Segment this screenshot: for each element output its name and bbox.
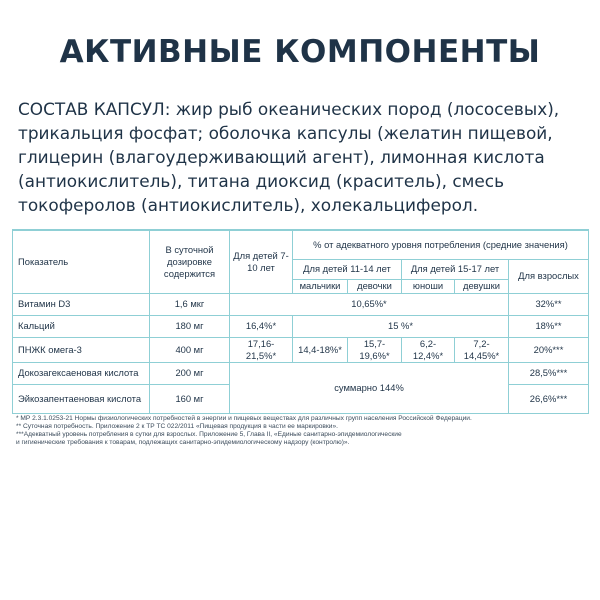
row-merged-value: 10,65%* bbox=[230, 293, 509, 315]
row-dose: 200 мг bbox=[150, 362, 230, 384]
header-children-11-14: Для детей 11-14 лет bbox=[293, 259, 402, 279]
table-row bbox=[13, 362, 589, 384]
row-name: Эйкозапентаеновая кислота bbox=[13, 384, 150, 413]
footnotes bbox=[16, 415, 586, 447]
footnote: * МР 2.3.1.0253-21 Нормы физиологических потребностей в энергии и пищевых веществах для различных групп населения Российской Федерации. bbox=[16, 415, 472, 422]
row-adults: 28,5%*** bbox=[509, 362, 589, 384]
row-youths: 6,2-12,4%* bbox=[402, 337, 455, 362]
row-dose: 180 мг bbox=[150, 315, 230, 337]
header-daily-dose: В суточной дозировке содержится bbox=[150, 230, 230, 293]
row-adults: 18%** bbox=[509, 315, 589, 337]
composition-text bbox=[18, 97, 588, 217]
row-girls-teen: 7,2-14,45%* bbox=[455, 337, 509, 362]
composition-line: трикальция фосфат; оболочка капсулы (желатин пищевой, bbox=[18, 123, 553, 143]
header-percent-adequate: % от адекватного уровня потребления (средние значения) bbox=[293, 230, 589, 259]
row-name: Витамин D3 bbox=[13, 293, 150, 315]
row-name: ПНЖК омега-3 bbox=[13, 337, 150, 362]
header-indicator: Показатель bbox=[13, 230, 150, 293]
row-boys: 14,4-18%* bbox=[293, 337, 348, 362]
row-dose: 160 мг bbox=[150, 384, 230, 413]
header-children-7-10: Для детей 7-10 лет bbox=[230, 230, 293, 293]
row-dose: 400 мг bbox=[150, 337, 230, 362]
header-girls-teen: девушки bbox=[455, 279, 509, 293]
row-adults: 32%** bbox=[509, 293, 589, 315]
table-row bbox=[13, 337, 589, 362]
row-kids: 16,4%* bbox=[230, 315, 293, 337]
row-name: Кальций bbox=[13, 315, 150, 337]
composition-line: токоферолов (антиокислитель), холекальциферол. bbox=[18, 195, 479, 215]
header-children-15-17: Для детей 15-17 лет bbox=[402, 259, 509, 279]
header-boys: мальчики bbox=[293, 279, 348, 293]
row-merged-value: 15 %* bbox=[293, 315, 509, 337]
footnote: и гигиенические требования к товарам, подлежащих санитарно-эпидемиологическому надзору (контролю)». bbox=[16, 439, 350, 446]
page-title: АКТИВНЫЕ КОМПОНЕНТЫ bbox=[59, 34, 541, 70]
row-girls: 15,7-19,6%* bbox=[348, 337, 402, 362]
footnote: ***Адекватный уровень потребления в сутки для взрослых. Приложение 5, Глава II, «Единые санитарно-эпидемиологические bbox=[16, 431, 402, 438]
row-name: Докозагексаеновая кислота bbox=[13, 362, 150, 384]
composition-line: СОСТАВ КАПСУЛ: жир рыб океанических пород (лососевых), bbox=[18, 99, 560, 119]
row-adults: 20%*** bbox=[509, 337, 589, 362]
composition-line: (антиокислитель), титана диоксид (краситель), смесь bbox=[18, 171, 505, 191]
footnote: ** Суточная потребность. Приложение 2 к ТР ТС 022/2011 «Пищевая продукция в части ее маркировки». bbox=[16, 423, 338, 430]
table-row bbox=[13, 315, 589, 337]
header-girls: девочки bbox=[348, 279, 402, 293]
header-youths: юноши bbox=[402, 279, 455, 293]
header-adults: Для взрослых bbox=[509, 259, 589, 293]
composition-line: глицерин (влагоудерживающий агент), лимонная кислота bbox=[18, 147, 545, 167]
row-dose: 1,6 мкг bbox=[150, 293, 230, 315]
nutrition-table bbox=[12, 229, 589, 414]
table-row bbox=[13, 293, 589, 315]
row-adults: 26,6%*** bbox=[509, 384, 589, 413]
row-kids: 17,16-21,5%* bbox=[230, 337, 293, 362]
row-combined-value: суммарно 144% bbox=[230, 362, 509, 413]
